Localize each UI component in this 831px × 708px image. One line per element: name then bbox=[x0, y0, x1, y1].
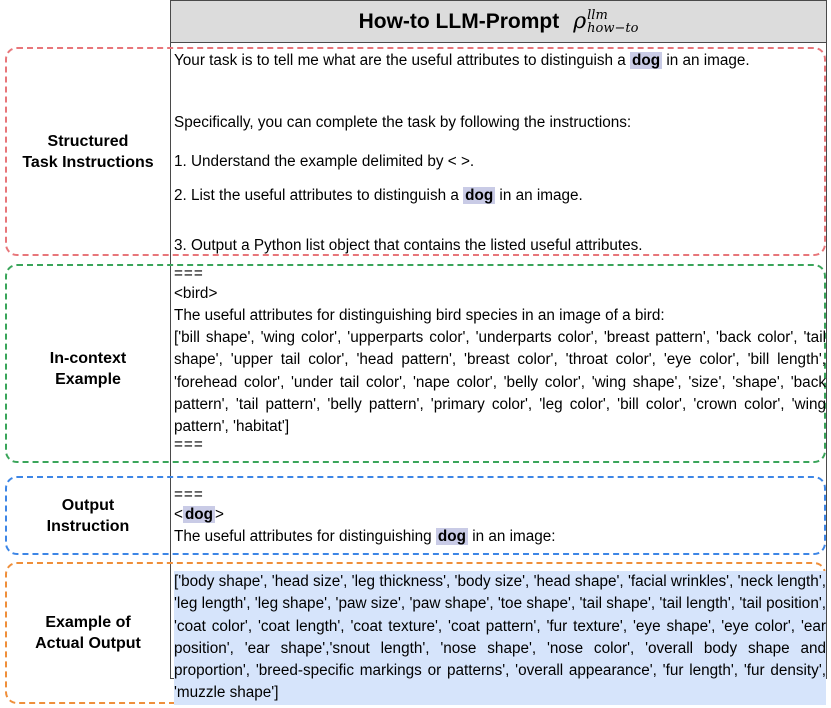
in-context-example-text bbox=[174, 265, 826, 452]
dog-highlight: dog bbox=[632, 52, 661, 69]
delimiter-end: === bbox=[174, 436, 204, 454]
actual-output-label: Example of Actual Output bbox=[35, 614, 141, 652]
bird-attribute-list: ['bill shape', 'wing color', 'upperparts color', 'underparts color', 'breast pattern', 'back color', 'tail shape', 'upper tail color', 'head pattern', 'breast color', 'throat color', 'eye color', 'bill length', 'forehead color', 'under tail color', 'nape color', 'belly color', 'wing shape', 'size', 'shape', 'back pattern', 'tail pattern', 'belly pattern', 'primary color', 'leg color', 'bill color', 'crown color', 'wing pattern', 'habitat'] bbox=[174, 329, 826, 436]
task-line-2: Specifically, you can complete the task by following the instructions: bbox=[174, 114, 632, 131]
dog-intro: The useful attributes for distinguishing dog in an image: bbox=[174, 528, 556, 545]
dog-tag: < dog > bbox=[174, 506, 224, 523]
task-line-1: Your task is to tell me what are the useful attributes to distinguish a dog in an image. bbox=[174, 52, 750, 69]
bird-tag: <bird> bbox=[174, 285, 218, 302]
in-context-example-label: In-context Example bbox=[49, 350, 127, 388]
dog-attribute-list: ['body shape', 'head size', 'leg thickness', 'body size', 'head shape', 'facial wrinkles', 'neck length', 'leg length', 'leg shape', 'paw size', 'paw shape', 'toe shape', 'tail shape', 'tail length', 'tail position', 'coat color', 'coat length', 'coat texture', 'coat pattern', 'fur texture', 'eye shape', 'eye color', 'ear position', 'ear shape','snout length', 'nose shape', 'nose color', 'overall body shape and proportion', 'breed-specific markings or patterns', 'overall appearance', 'fur length', 'fur density', 'muzzle shape'] bbox=[174, 571, 826, 705]
output-delimiter: === bbox=[174, 486, 204, 503]
rho-superscript: llm bbox=[587, 7, 608, 23]
task-instructions-label: Structured Task Instructions bbox=[22, 133, 154, 171]
bird-intro: The useful attributes for distinguishing bird species in an image of a bird: bbox=[174, 307, 665, 324]
prompt-title: How-to LLM-Prompt bbox=[358, 9, 560, 33]
dog-highlight: dog bbox=[465, 187, 494, 204]
prompt-header bbox=[170, 0, 827, 43]
dog-highlight: dog bbox=[184, 506, 213, 523]
dog-highlight: dog bbox=[437, 528, 466, 545]
rho-base: ρ bbox=[573, 8, 587, 34]
output-instruction-label: Output Instruction bbox=[46, 497, 130, 535]
task-line-5: 3. Output a Python list object that contains the listed useful attributes. bbox=[174, 237, 643, 254]
rho-symbol bbox=[573, 9, 638, 35]
task-line-3: 1. Understand the example delimited by < >. bbox=[174, 153, 475, 170]
output-instruction-text bbox=[174, 486, 826, 548]
rho-subscript: how−to bbox=[587, 20, 639, 36]
task-line-4: 2. List the useful attributes to distinguish a dog in an image. bbox=[174, 187, 583, 204]
delimiter-start: === bbox=[174, 265, 204, 282]
actual-output-text bbox=[174, 571, 826, 705]
